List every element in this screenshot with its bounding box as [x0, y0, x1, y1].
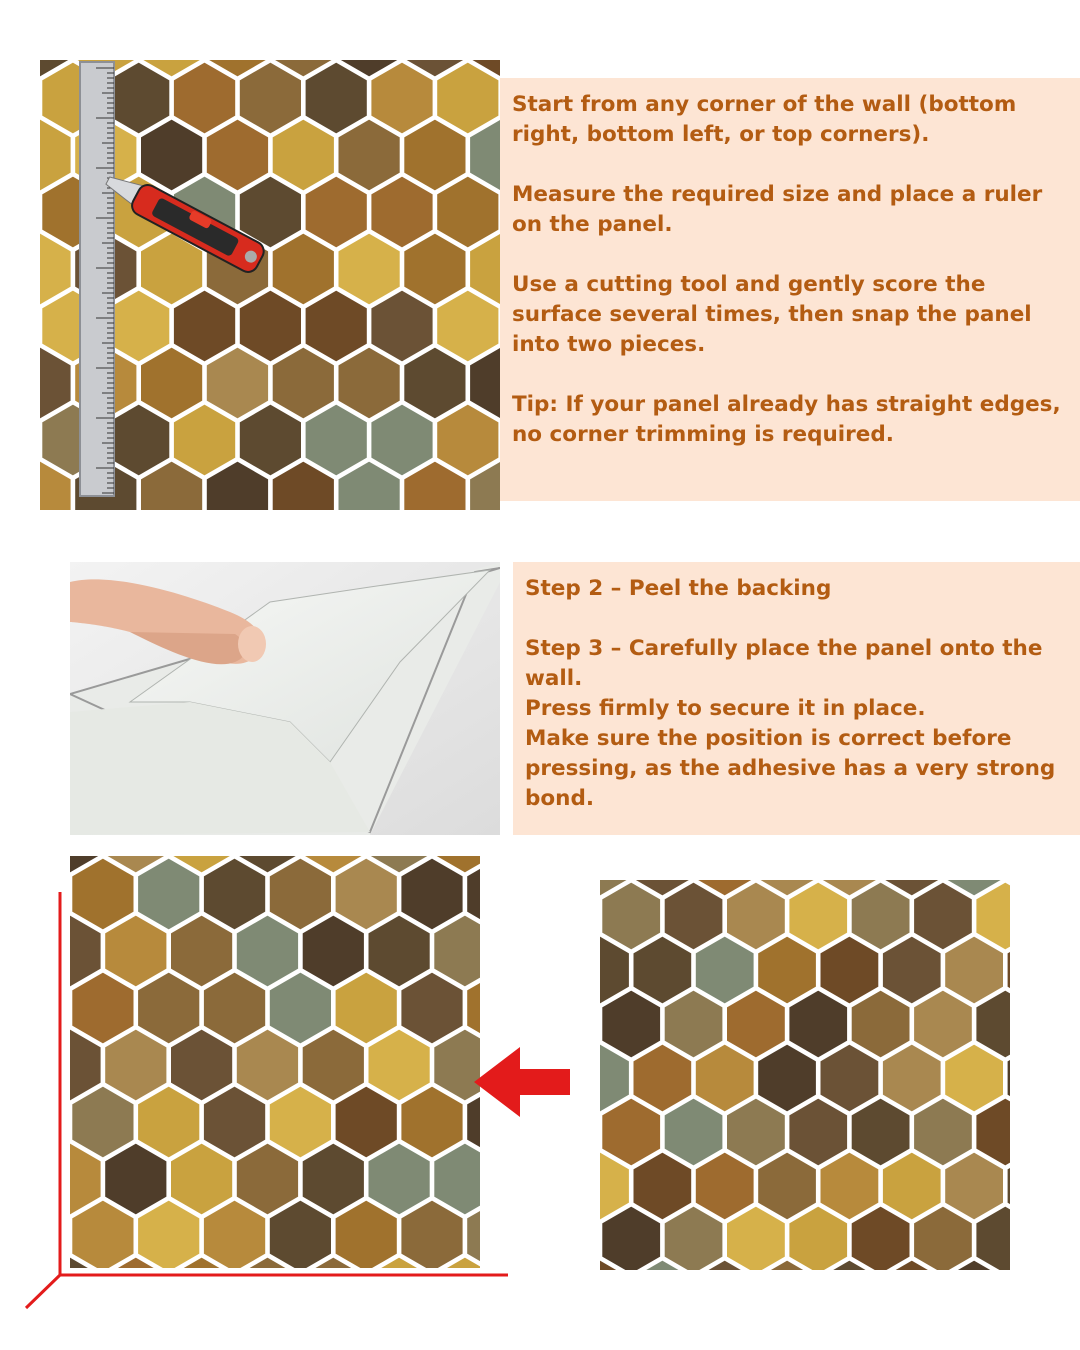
- instruction-cut: Use a cutting tool and gently score the surface several times, then snap the panel into two pieces.: [512, 272, 1032, 357]
- hexagon-tile: [370, 290, 433, 363]
- hexagon-tile: [272, 347, 335, 420]
- hexagon-tile: [305, 290, 368, 363]
- hexagon-tile: [305, 404, 368, 477]
- hexagon-tile: [305, 62, 368, 135]
- hexagon-tile: [788, 1098, 848, 1167]
- hexagon-tile: [695, 1044, 755, 1113]
- hexagon-tile: [695, 1152, 755, 1221]
- hexagon-tile: [338, 347, 401, 420]
- hexagon-tile: [436, 404, 499, 477]
- hexagon-tile: [633, 1152, 693, 1221]
- hexagon-tile: [305, 176, 368, 249]
- hexagon-tile: [239, 290, 302, 363]
- hexagon-tile: [664, 1098, 724, 1167]
- hexagon-tile: [173, 62, 236, 135]
- step3-place: Step 3 – Carefully place the panel onto the wall.: [525, 636, 1043, 691]
- step1-instructions: [500, 78, 1080, 501]
- hexagon-tile: [633, 936, 693, 1005]
- arrow-left-icon: [474, 1047, 572, 1117]
- hexagon-tile: [820, 1152, 880, 1221]
- hexagon-tile: [272, 119, 335, 192]
- hexagon-tile: [403, 119, 466, 192]
- wall-corner-lines: [0, 850, 520, 1350]
- hexagon-tile: [436, 62, 499, 135]
- hexagon-tile: [403, 347, 466, 420]
- hexagon-tile: [601, 1098, 661, 1167]
- hexagon-tile: [633, 1044, 693, 1113]
- hexagon-tile: [882, 936, 942, 1005]
- hexagon-tile: [140, 347, 203, 420]
- hexagon-tile: [239, 62, 302, 135]
- loose-panel-image: [600, 880, 1010, 1270]
- hexagon-tile: [757, 1044, 817, 1113]
- hexagon-tile: [436, 176, 499, 249]
- instruction-start-corner: Start from any corner of the wall (bottom right, bottom left, or top corners).: [512, 92, 1017, 147]
- hexagon-tile: [820, 936, 880, 1005]
- step2-section: [0, 560, 1080, 840]
- hexagon-tile: [820, 1044, 880, 1113]
- hexagon-tile: [370, 176, 433, 249]
- installation-section: [0, 850, 1080, 1350]
- hexagon-tile: [601, 990, 661, 1059]
- hexagon-tile: [436, 290, 499, 363]
- hexagon-tile: [726, 882, 786, 951]
- hexagon-tile: [944, 1044, 1004, 1113]
- hexagon-tile: [695, 936, 755, 1005]
- hexagon-tile: [913, 990, 973, 1059]
- hexagon-tile: [757, 1152, 817, 1221]
- hexagon-tile: [851, 882, 911, 951]
- hexagon-tile: [239, 404, 302, 477]
- hexagon-tile: [338, 119, 401, 192]
- hexagon-tile: [882, 1152, 942, 1221]
- cutter-icon: [90, 160, 280, 290]
- step2-instructions: [513, 562, 1080, 835]
- hexagon-tile: [788, 882, 848, 951]
- hexagon-tile: [338, 233, 401, 306]
- hexagon-tile: [913, 882, 973, 951]
- hexagon-tile: [851, 990, 911, 1059]
- hexagon-tile: [944, 1152, 1004, 1221]
- hexagon-tile: [664, 882, 724, 951]
- hexagon-tile: [726, 1098, 786, 1167]
- step1-section: [0, 0, 1080, 540]
- hexagon-tile: [272, 233, 335, 306]
- instruction-tip: Tip: If your panel already has straight edges, no corner trimming is required.: [512, 392, 1061, 447]
- hexagon-tile: [944, 936, 1004, 1005]
- instruction-measure: Measure the required size and place a ruler on the panel.: [512, 182, 1043, 237]
- peeling-photo: [70, 562, 500, 835]
- hexagon-tile: [403, 233, 466, 306]
- hexagon-tile: [913, 1098, 973, 1167]
- panel-with-ruler-image: [40, 60, 500, 510]
- hexagon-tile: [726, 990, 786, 1059]
- step2-text: Step 2 – Peel the backing: [525, 576, 832, 601]
- step3-press: Press firmly to secure it in place.: [525, 696, 926, 721]
- hexagon-tile: [788, 990, 848, 1059]
- hexagon-tile: [882, 1044, 942, 1113]
- hexagon-tile: [757, 936, 817, 1005]
- hexagon-tile: [370, 62, 433, 135]
- hexagon-tile: [601, 882, 661, 951]
- step3-caution: Make sure the position is correct before pressing, as the adhesive has a very strong bond.: [525, 726, 1056, 811]
- hexagon-tile: [370, 404, 433, 477]
- hexagon-tile: [664, 990, 724, 1059]
- hexagon-tile: [851, 1098, 911, 1167]
